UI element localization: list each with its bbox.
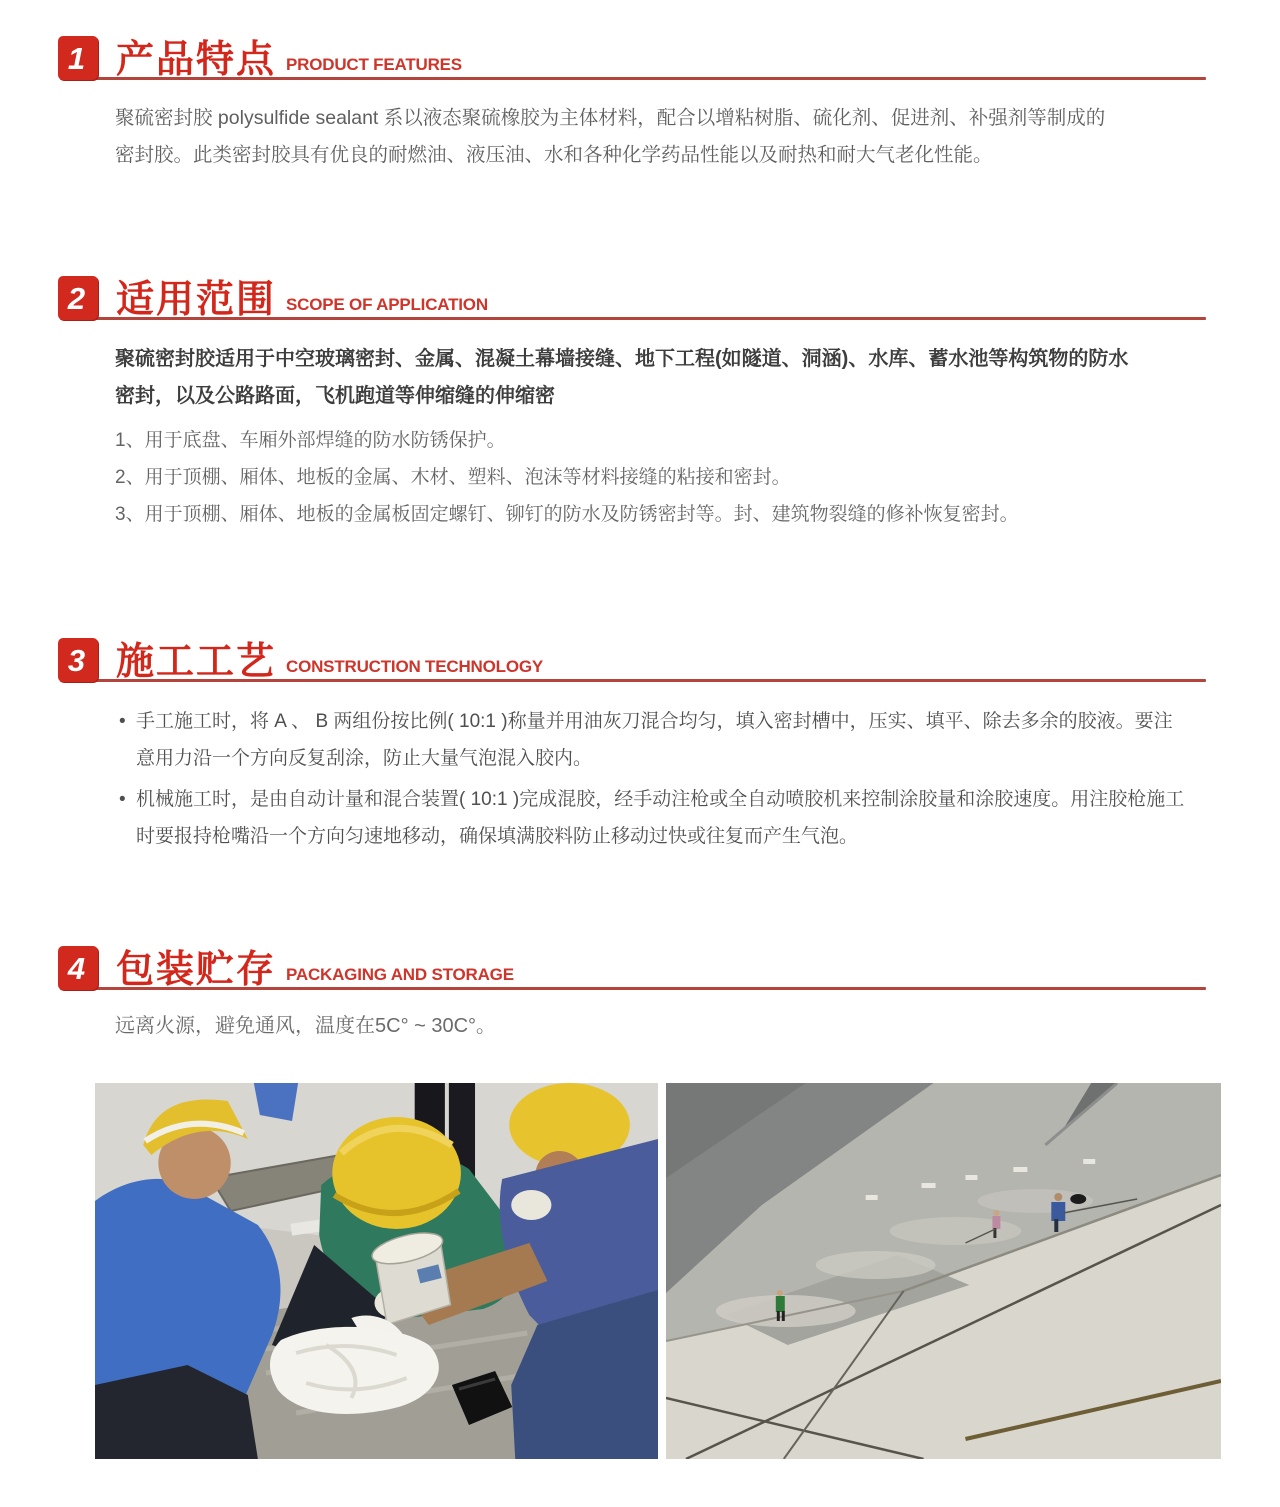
bullet-item <box>119 781 1185 855</box>
section-title-en: SCOPE OF APPLICATION <box>286 295 488 314</box>
list-item: 3、用于顶棚、厢体、地板的金属板固定螺钉、铆钉的防水及防锈密封等。封、建筑物裂缝的修补恢复密封。 <box>115 504 1019 525</box>
section-title-en: PACKAGING AND STORAGE <box>286 965 514 984</box>
section-header <box>58 276 1206 320</box>
section-number-badge <box>58 276 98 320</box>
storage-instructions: 远离火源，避免通风，温度在5C° ~ 30C°。 <box>115 1015 497 1037</box>
section-number: 1 <box>67 40 86 76</box>
section-number-badge <box>58 638 98 682</box>
section-number: 2 <box>67 280 86 316</box>
section-title-zh: 产品特点 <box>116 39 277 81</box>
section-number-badge <box>58 36 98 80</box>
scope-item-list <box>115 423 1185 533</box>
paragraph-line: 聚硫密封胶适用于中空玻璃密封、金属、混凝土幕墙接缝、地下工程(如隧道、洞涵)、水库、蓄水池等构筑物的防水 <box>115 348 1129 370</box>
section-title-en: CONSTRUCTION TECHNOLOGY <box>286 657 544 676</box>
features-paragraph <box>115 100 1185 174</box>
bullet-item <box>119 703 1185 777</box>
bullet-text: 手工施工时，将 A 、 B 两组份按比例( 10:1 )称量并用油灰刀混合均匀，填入密封槽中，压实、填平、除去多余的胶液。要注意用力沿一个方向反复刮涂，防止大量气泡混入胶内。 <box>136 711 1173 769</box>
construction-bullet-list <box>119 703 1185 855</box>
section-number: 3 <box>67 642 86 678</box>
section-title-zh: 包装贮存 <box>116 949 277 991</box>
sealant-photo-illustration <box>95 1083 658 1459</box>
bullet-text: 机械施工时，是由自动计量和混合装置( 10:1 )完成混胶，经手动注枪或全自动喷胶机来控制涂胶量和涂胶速度。用注胶枪施工时要报持枪嘴沿一个方向匀速地移动，确保填满胶料防止移动过快或往复而产生气泡。 <box>136 789 1185 847</box>
section-packaging-and-storage <box>58 946 1206 1038</box>
section-product-features <box>58 36 1206 174</box>
section-scope-of-application <box>58 276 1206 533</box>
bullet-icon: • <box>119 789 126 810</box>
bullet-icon: • <box>119 711 126 732</box>
section-header <box>58 36 1206 80</box>
section-title-zh: 适用范围 <box>116 279 277 321</box>
section-number-badge <box>58 946 98 990</box>
section-number: 4 <box>67 950 86 986</box>
list-item: 1、用于底盘、车厢外部焊缝的防水防锈保护。 <box>115 430 506 451</box>
scope-intro-paragraph <box>115 341 1185 415</box>
workers-applying-sealant-photo <box>95 1083 658 1459</box>
paragraph-line: 密封，以及公路路面，飞机跑道等伸缩缝的伸缩密 <box>115 385 555 407</box>
section-header <box>58 946 1206 990</box>
section-construction-technology <box>58 638 1206 859</box>
list-item: 2、用于顶棚、厢体、地板的金属、木材、塑料、泡沫等材料接缝的粘接和密封。 <box>115 467 791 488</box>
section-title-zh: 施工工艺 <box>116 641 277 683</box>
paragraph-line: 密封胶。此类密封胶具有优良的耐燃油、液压油、水和各种化学药品性能以及耐热和耐大气老化性能。 <box>115 144 993 166</box>
slope-photo-illustration <box>666 1083 1221 1459</box>
reservoir-slope-construction-photo <box>666 1083 1221 1459</box>
section-title-en: PRODUCT FEATURES <box>286 55 462 74</box>
section-header <box>58 638 1206 682</box>
paragraph-line: 聚硫密封胶 polysulfide sealant 系以液态聚硫橡胶为主体材料，配合以增粘树脂、硫化剂、促进剂、补强剂等制成的 <box>115 107 1106 129</box>
